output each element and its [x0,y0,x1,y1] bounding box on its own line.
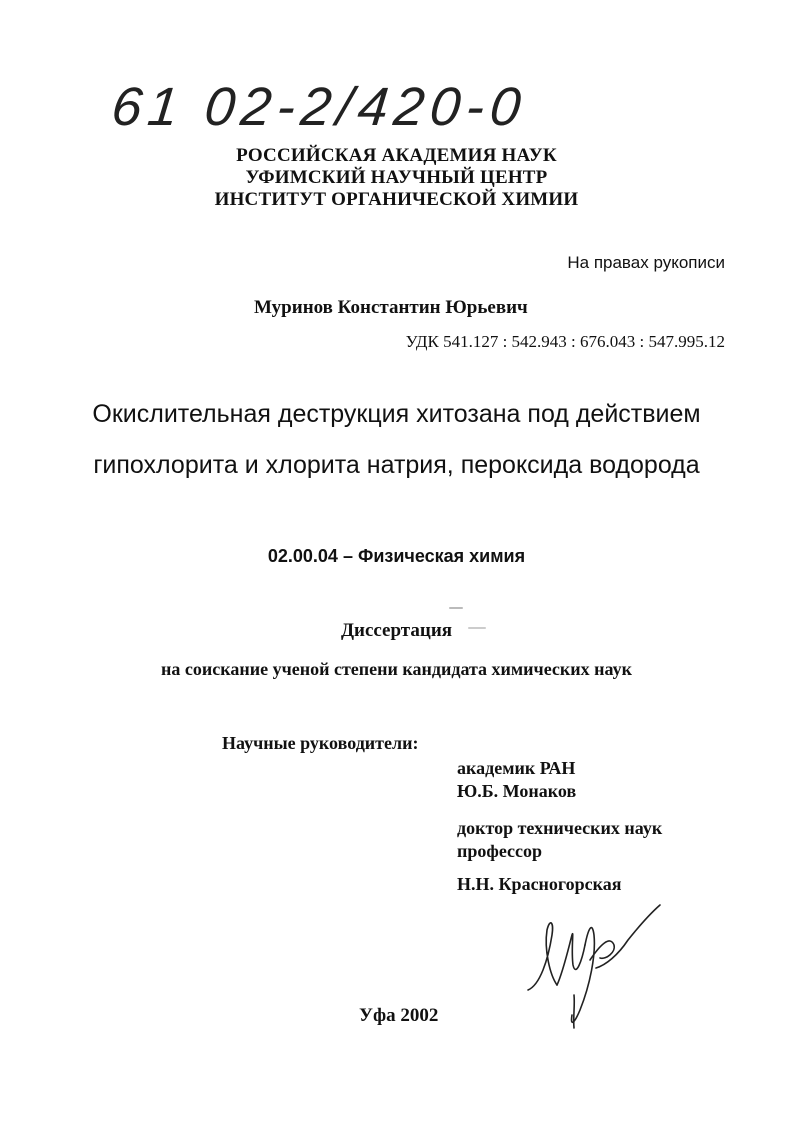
supervisor-1-rank: академик РАН [457,758,576,778]
supervisor-2-degree: доктор технических наук [457,818,663,838]
specialty: 02.00.04 – Физическая химия [267,546,526,566]
supervisor-1-name: Ю.Б. Монаков [457,781,577,801]
document-type: Диссертация [340,620,453,641]
udk-code: УДК 541.127 : 542.943 : 676.043 : 547.995.12 [405,332,725,351]
institution-line-2: УФИМСКИЙ НАУЧНЫЙ ЦЕНТР [245,167,548,188]
title-line-2: гипохлорита и хлорита натрия, пероксида водорода [93,451,700,479]
place-year: Уфа 2002 [359,1005,439,1026]
supervisor-2-name: Н.Н. Красногорская [457,874,622,894]
institution-line-1: РОССИЙСКАЯ АКАДЕМИЯ НАУК [236,145,557,166]
scan-speck [468,627,486,629]
institution-line-3: ИНСТИТУТ ОРГАНИЧЕСКОЙ ХИМИИ [214,189,579,210]
scan-speck [449,607,463,609]
degree-line: на соискание ученой степени кандидата химических наук [161,659,632,679]
manuscript-note: На правах рукописи [567,253,725,272]
archive-mark: 61 02-2/420-0 [108,77,530,137]
supervisors-heading: Научные руководители: [222,733,419,753]
title-line-1: Окислительная деструкция хитозана под действием [92,400,701,428]
supervisor-2-title: профессор [457,841,543,861]
author-name: Муринов Константин Юрьевич [254,297,528,318]
